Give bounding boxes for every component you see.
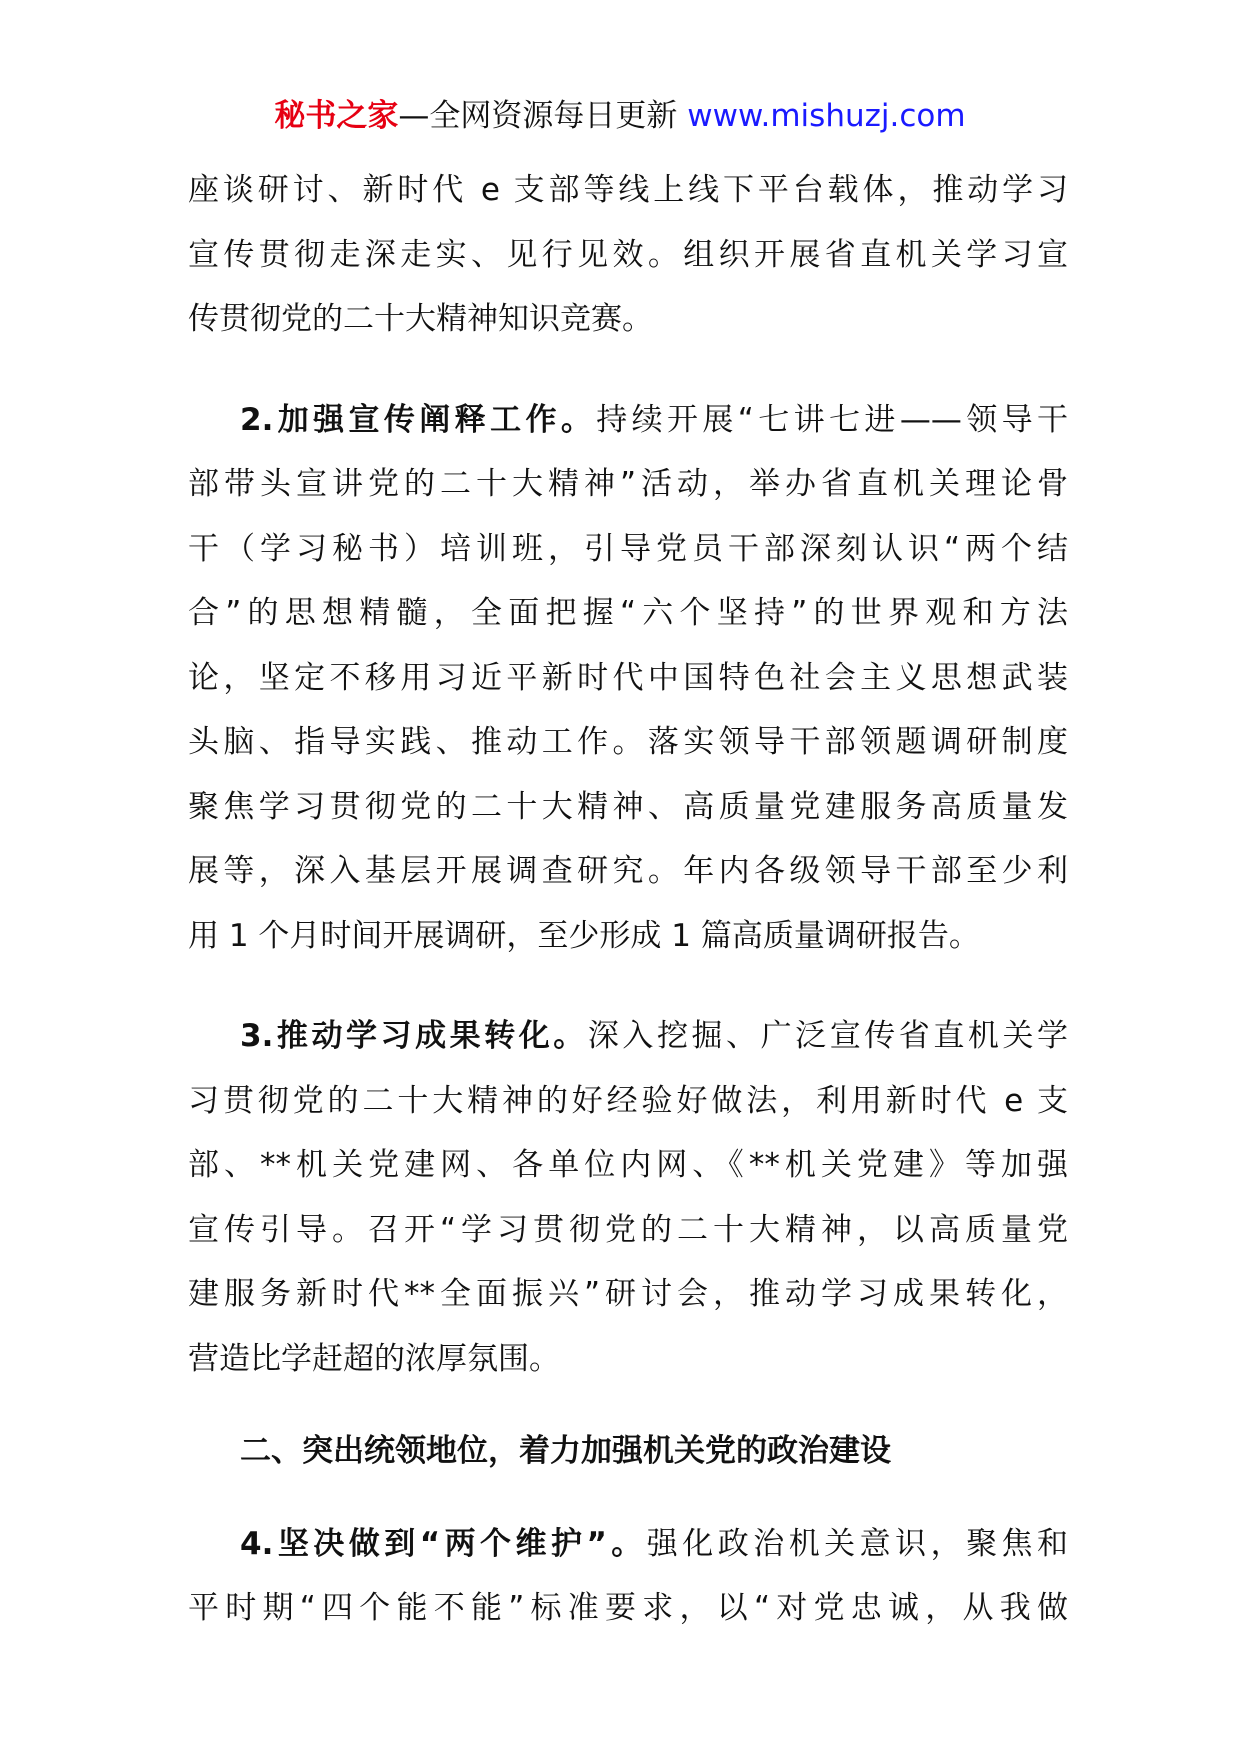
text-line (188, 388, 1068, 453)
text-line: 论，坚定不移用习近平新时代中国特色社会主义思想武装 (188, 659, 1068, 696)
paragraph-3 (188, 1004, 1068, 1391)
text-line: 部带头宣讲党的二十大精神”活动，举办省直机关理论骨 (188, 466, 1068, 502)
site-header (0, 96, 1240, 136)
text-line: 部、**机关党建网、各单位内网、《**机关党建》等加强 (188, 1147, 1068, 1183)
text-line (188, 1512, 1068, 1577)
section-heading: 二、突出统领地位，着力加强机关党的政治建设 (240, 1433, 891, 1469)
paragraph-heading: 4.坚决做到“两个维护”。 (240, 1525, 647, 1562)
paragraph-2 (188, 388, 1068, 969)
text-run: 持续开展“七讲七进——领导干 (596, 401, 1068, 438)
text-line: 合”的思想精髓，全面把握“六个坚持”的世界观和方法 (188, 595, 1068, 631)
paragraph-1 (188, 158, 1068, 352)
site-url-link[interactable]: www.mishuzj.com (687, 98, 966, 134)
text-line: 习贯彻党的二十大精神的好经验好做法，利用新时代 e 支 (188, 1082, 1068, 1119)
paragraph-heading: 3.推动学习成果转化。 (240, 1018, 588, 1054)
text-line: 头脑、指导实践、推动工作。落实领导干部领题调研制度 (188, 724, 1068, 760)
text-line: 建服务新时代**全面振兴”研讨会，推动学习成果转化， (188, 1276, 1068, 1312)
document-body (188, 158, 1068, 1641)
text-line: 宣传贯彻走深走实、见行见效。组织开展省直机关学习宣 (188, 236, 1068, 273)
paragraph-4 (188, 1512, 1068, 1641)
text-line (188, 1004, 1068, 1069)
text-line: 用 1 个月时间开展调研，至少形成 1 篇高质量调研报告。 (188, 917, 980, 954)
site-slogan: —全网资源每日更新 (398, 98, 688, 134)
text-line: 干（学习秘书）培训班，引导党员干部深刻认识“两个结 (188, 530, 1068, 567)
text-line: 传贯彻党的二十大精神知识竞赛。 (188, 301, 653, 337)
text-run: 深入挖掘、广泛宣传省直机关学 (587, 1018, 1068, 1054)
text-line: 宣传引导。召开“学习贯彻党的二十大精神，以高质量党 (188, 1211, 1068, 1248)
text-line: 营造比学赶超的浓厚氛围。 (188, 1340, 560, 1377)
text-line: 展等，深入基层开展调查研究。年内各级领导干部至少利 (188, 853, 1068, 889)
site-brand: 秘书之家 (274, 98, 399, 134)
paragraph-heading: 2.加强宣传阐释工作。 (240, 401, 597, 438)
text-line: 平时期“四个能不能”标准要求，以“对党忠诚，从我做 (188, 1590, 1068, 1626)
text-line: 座谈研讨、新时代 e 支部等线上线下平台载体，推动学习 (188, 172, 1068, 208)
text-run: 强化政治机关意识，聚焦和 (646, 1525, 1068, 1562)
text-line: 聚焦学习贯彻党的二十大精神、高质量党建服务高质量发 (188, 788, 1068, 825)
